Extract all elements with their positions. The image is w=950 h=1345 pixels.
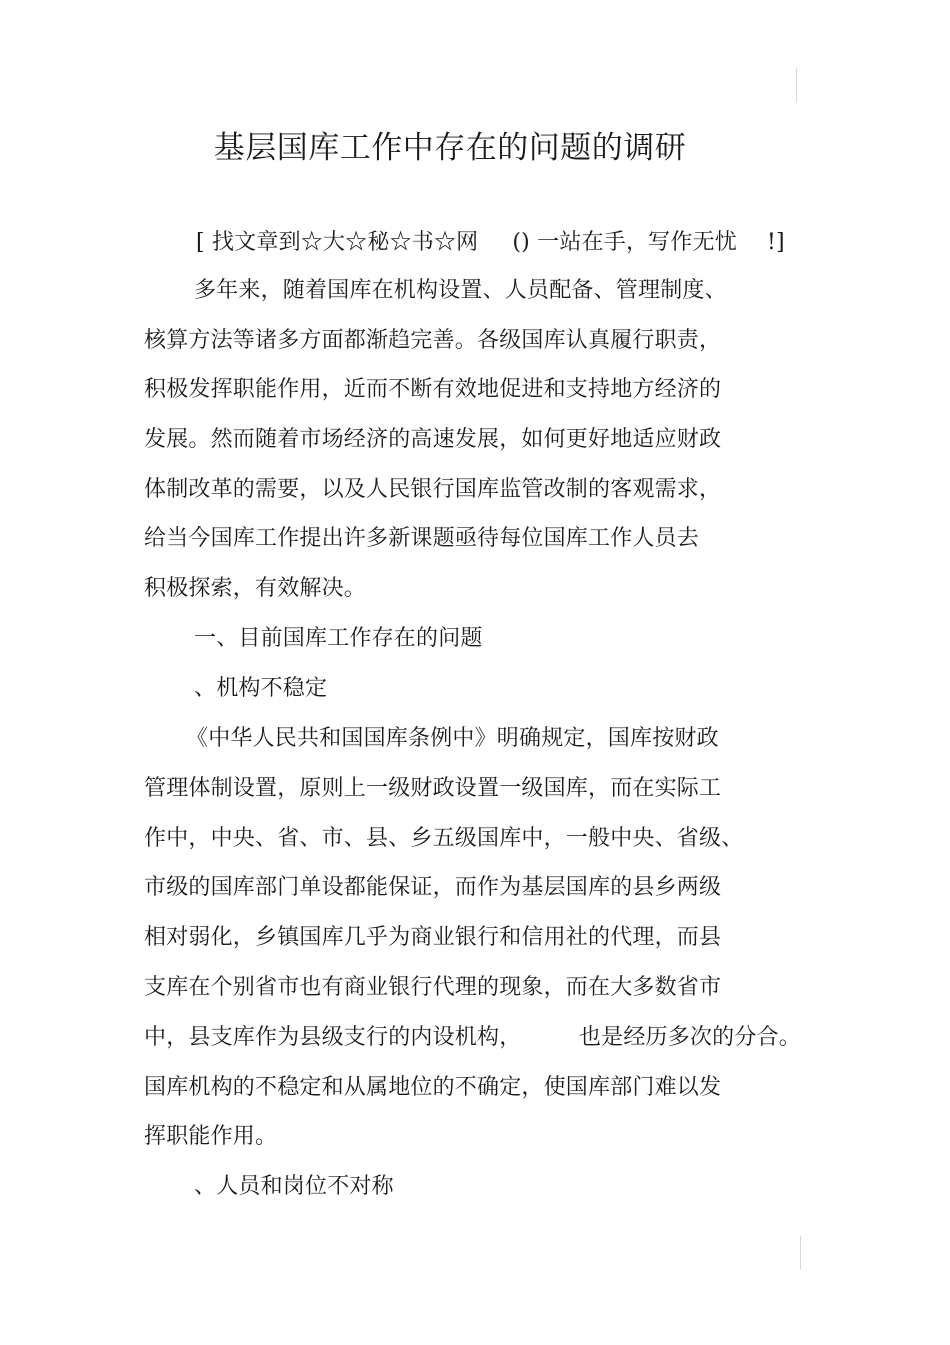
body-line: 《中华人民共和国国库条例中》明确规定，国库按财政 (186, 726, 719, 751)
body-line: 国库机构的不稳定和从属地位的不确定，使国库部门难以发 (144, 1075, 722, 1100)
body-line: 市级的国库部门单设都能保证，而作为基层国库的县乡两级 (144, 875, 722, 900)
body-line: 体制改革的需要，以及人民银行国库监管改制的客观需求， (144, 477, 722, 502)
source-close: !] (766, 230, 785, 255)
body-line: 核算方法等诸多方面都渐趋完善。各级国库认真履行职责， (144, 328, 722, 353)
source-line (196, 228, 785, 258)
subsection-heading: 、机构不稳定 (194, 676, 328, 701)
document-title: 基层国库工作中存在的问题的调研 (213, 130, 687, 166)
source-open: [ 找文章到☆大☆秘☆书☆网 (196, 230, 479, 255)
body-line: 积极探索，有效解决。 (144, 576, 367, 601)
body-line: 挥职能作用。 (144, 1124, 278, 1149)
body-line: 积极发挥职能作用，近而不断有效地促进和支持地方经济的 (144, 377, 722, 402)
source-slogan: 一站在手，写作无忧 (537, 230, 737, 255)
crop-mark (796, 68, 797, 102)
section-heading: 一、目前国库工作存在的问题 (194, 626, 483, 651)
crop-mark (800, 1236, 801, 1270)
body-line: 发展。然而随着市场经济的高速发展，如何更好地适应财政 (144, 427, 722, 452)
body-line: 中，县支库作为县级支行的内设机构， 也是经历多次的分合。 (144, 1025, 801, 1050)
subsection-heading: 、人员和岗位不对称 (194, 1174, 394, 1199)
body-line: 相对弱化，乡镇国库几乎为商业银行和信用社的代理，而县 (144, 925, 722, 950)
body-line: 支库在个别省市也有商业银行代理的现象，而在大多数省市 (144, 975, 722, 1000)
source-paren: () (512, 230, 530, 255)
body-line: 作中，中央、省、市、县、乡五级国库中，一般中央、省级、 (144, 826, 744, 851)
body-line: 给当今国库工作提出许多新课题亟待每位国库工作人员去 (144, 526, 700, 551)
body-line: 管理体制设置，原则上一级财政设置一级国库，而在实际工 (144, 776, 722, 801)
body-line: 多年来，随着国库在机构设置、人员配备、管理制度、 (194, 278, 727, 303)
